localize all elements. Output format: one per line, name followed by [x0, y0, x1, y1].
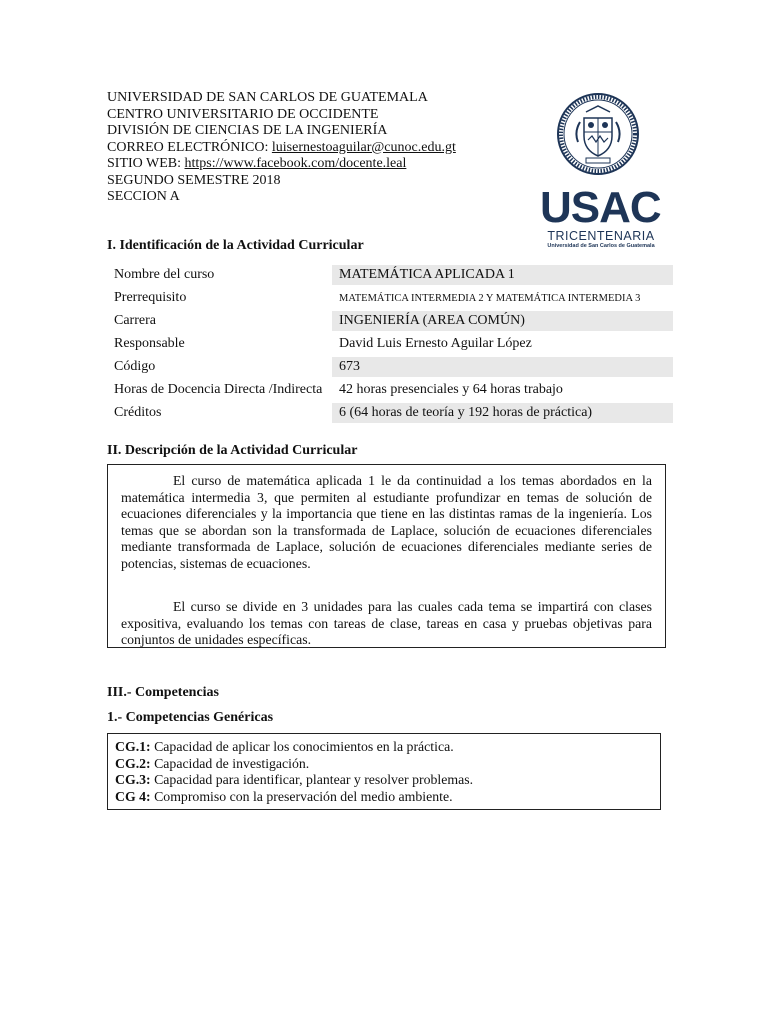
email-link[interactable]: luisernestoaguilar@cunoc.edu.gt: [271, 139, 456, 155]
generic-competencias-box: [107, 733, 661, 810]
center-name: CENTRO UNIVERSITARIO DE OCCIDENTE: [107, 106, 379, 122]
university-name: UNIVERSIDAD DE SAN CARLOS DE GUATEMALA: [107, 90, 428, 105]
table-row: [107, 380, 673, 400]
logo-subtitle: TRICENTENARIA: [547, 229, 655, 243]
row-value: INGENIERÍA (AREA COMÚN): [332, 311, 673, 331]
document-header: [107, 90, 456, 206]
table-row: [107, 311, 673, 331]
row-value: MATEMÁTICA INTERMEDIA 2 Y MATEMÁTICA INTERMEDIA 3: [339, 292, 641, 304]
web-line: [107, 156, 456, 173]
list-item: [115, 739, 660, 756]
row-value: MATEMÁTICA APLICADA 1: [332, 265, 673, 285]
competencia-code: CG.2:: [115, 755, 151, 771]
section-identification-title: I. Identificación de la Actividad Curricular: [107, 238, 364, 253]
row-label: Nombre del curso: [114, 267, 215, 282]
table-row: [107, 357, 673, 377]
web-label: SITIO WEB:: [107, 156, 185, 171]
row-label: Código: [114, 359, 156, 374]
competencia-text: Compromiso con la preservación del medio ambiente.: [150, 788, 453, 804]
list-item: [115, 789, 660, 806]
university-seal-icon: [556, 92, 640, 176]
division-name: DIVISIÓN DE CIENCIAS DE LA INGENIERÍA: [107, 123, 388, 138]
row-label: Prerrequisito: [114, 290, 187, 305]
row-value: 673: [332, 357, 673, 377]
table-row: [107, 265, 673, 285]
email-label: CORREO ELECTRÓNICO:: [107, 139, 272, 155]
competencia-text: Capacidad de investigación.: [150, 755, 310, 771]
email-line: [107, 140, 456, 157]
description-box: [107, 464, 666, 648]
table-row: [107, 403, 673, 423]
section-competencias-title: III.- Competencias: [107, 685, 219, 700]
identification-table: [107, 262, 673, 426]
row-label: Créditos: [114, 405, 162, 420]
list-item: [115, 772, 660, 789]
table-row: [107, 334, 673, 354]
row-value: 6 (64 horas de teoría y 192 horas de práctica): [332, 403, 673, 423]
competencia-text: Capacidad para identificar, plantear y resolver problemas.: [150, 772, 474, 787]
competencia-code: CG 4:: [115, 788, 151, 804]
section-line: SECCION A: [107, 189, 180, 204]
row-label: Responsable: [114, 336, 185, 351]
generic-competencias-title: 1.- Competencias Genéricas: [107, 710, 274, 725]
section-description-title: II. Descripción de la Actividad Curricular: [107, 443, 358, 458]
logo-wordmark: USAC: [540, 183, 661, 232]
row-value: 42 horas presenciales y 64 horas trabajo: [339, 382, 563, 397]
row-value: David Luis Ernesto Aguilar López: [339, 336, 532, 351]
description-paragraph-2: El curso se divide en 3 unidades para las cuales cada tema se impartirá con clases expositiva, evaluando los temas con tareas de clase, tareas en casa y pruebas objetivas para conjuntos de unidades específicas.: [121, 599, 652, 647]
row-label: Horas de Docencia Directa /Indirecta: [114, 382, 323, 397]
usac-logo: [536, 92, 660, 252]
competencia-code: CG.1:: [115, 739, 151, 754]
competencia-code: CG.3:: [115, 772, 151, 787]
semester-line: SEGUNDO SEMESTRE 2018: [107, 172, 281, 188]
logo-university-line: Universidad de San Carlos de Guatemala: [547, 243, 655, 249]
description-paragraph-1: El curso de matemática aplicada 1 le da continuidad a los temas abordados en la matemática intermedia 3, que permiten al estudiante profundizar en temas de solución de ecuaciones diferenciales y la importancia que tiene en las distintas ramas de la ingeniería. Los temas que se abordan son la transformada de Laplace, solución de ecuaciones diferenciales mediante transformada de Laplace, solución de ecuaciones diferenciales mediante series de potencias, sistemas de ecuaciones.: [121, 473, 652, 571]
web-link[interactable]: https://www.facebook.com/docente.leal: [184, 156, 407, 171]
table-row: [107, 288, 673, 308]
list-item: [115, 756, 660, 773]
row-label: Carrera: [114, 313, 156, 328]
competencia-text: Capacidad de aplicar los conocimientos en la práctica.: [150, 739, 454, 754]
